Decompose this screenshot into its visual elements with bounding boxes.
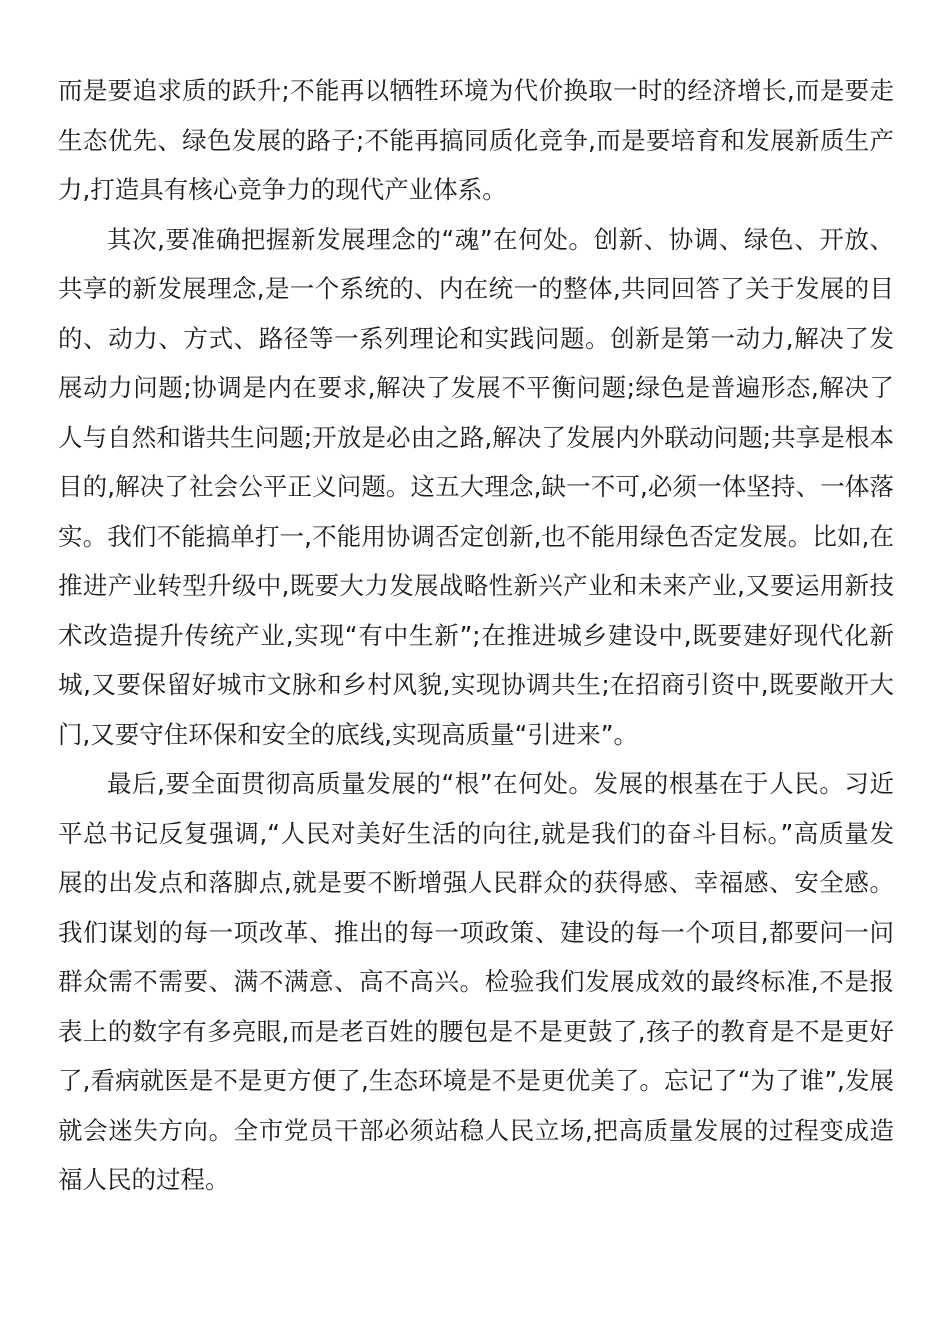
paragraph-people-centered: 最后,要全面贯彻高质量发展的“根”在何处。发展的根基在于人民。习近平总书记反复强调,“人民对美好生活的向往,就是我们的奋斗目标。”高质量发展的出发点和落脚点,就是要不断增强人民群众的获得感、幸福感、安全感。我们谋划的每一项改革、推出的每一项政策、建设的每一个项目,都要问一问群众需不需要、满不满意、高不高兴。检验我们发展成效的最终标准,不是报表上的数字有多亮眼,而是老百姓的腰包是不是更鼓了,孩子的教育是不是更好了,看病就医是不是更方便了,生态环境是不是更优美了。忘记了“为了谁”,发展就会迷失方向。全市党员干部必须站稳人民立场,把高质量发展的过程变成造福人民的过程。: [58, 769, 894, 1194]
paragraph-continuation: 而是要追求质的跃升;不能再以牺牲环境为代价换取一时的经济增长,而是要走生态优先、绿色发展的路子;不能再搞同质化竞争,而是要培育和发展新质生产力,打造具有核心竞争力的现代产业体系。: [58, 76, 894, 204]
document-page: [58, 66, 894, 1205]
paragraph-new-development-concept: 其次,要准确把握新发展理念的“魂”在何处。创新、协调、绿色、开放、共享的新发展理念,是一个系统的、内在统一的整体,共同回答了关于发展的目的、动力、方式、路径等一系列理论和实践问题。创新是第一动力,解决了发展动力问题;协调是内在要求,解决了发展不平衡问题;绿色是普遍形态,解决了人与自然和谐共生问题;开放是必由之路,解决了发展内外联动问题;共享是根本目的,解决了社会公平正义问题。这五大理念,缺一不可,必须一体坚持、一体落实。我们不能搞单打一,不能用协调否定创新,也不能用绿色否定发展。比如,在推进产业转型升级中,既要大力发展战略性新兴产业和未来产业,又要运用新技术改造提升传统产业,实现“有中生新”;在推进城乡建设中,既要建好现代化新城,又要保留好城市文脉和乡村风貌,实现协调共生;在招商引资中,既要敞开大门,又要守住环保和安全的底线,实现高质量“引进来”。: [58, 224, 894, 749]
